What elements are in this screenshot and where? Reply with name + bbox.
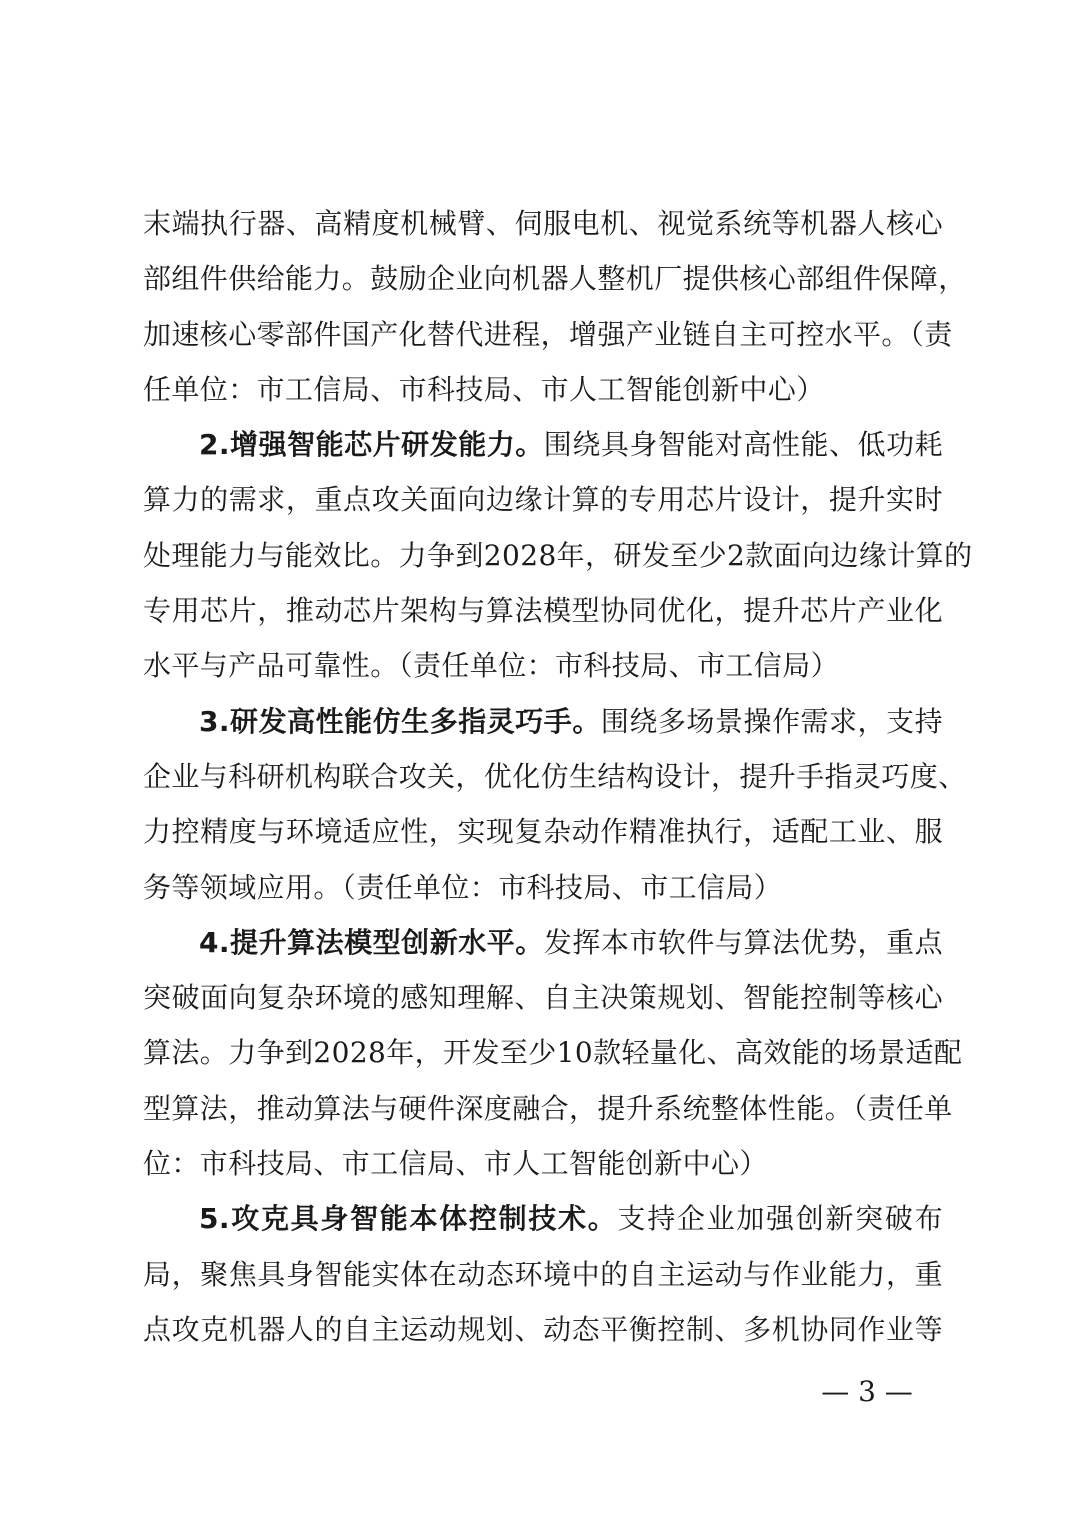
text-line: 算法。力争到2028年，开发至少10款轻量化、高效能的场景适配 <box>143 1036 963 1070</box>
text-line: 加速核心零部件国产化替代进程，增强产业链自主可控水平。（责 <box>143 317 953 351</box>
text-line: 突破面向复杂环境的感知理解、自主决策规划、智能控制等核心 <box>143 981 943 1015</box>
section-3-title: 3.研发高性能仿生多指灵巧手。 <box>199 704 601 738</box>
text-line: 水平与产品可靠性。（责任单位：市科技局、市工信局） <box>143 649 840 683</box>
page-number: — 3 — <box>821 1375 913 1408</box>
text-line: 力控精度与环境适应性，实现复杂动作精准执行，适配工业、服 <box>143 815 943 849</box>
section-2-text: 围绕具身智能对高性能、低功耗 <box>543 428 943 462</box>
text-line: 末端执行器、高精度机械臂、伺服电机、视觉系统等机器人核心 <box>143 207 943 240</box>
section-5-title: 5.攻克具身智能本体控制技术。 <box>199 1202 618 1236</box>
section-3-text: 围绕多场景操作需求，支持 <box>600 704 943 738</box>
text-line: 企业与科研机构联合攻关，优化仿生结构设计，提升手指灵巧度、 <box>143 759 967 793</box>
text-line: 务等领域应用。（责任单位：市科技局、市工信局） <box>143 870 783 904</box>
document-body <box>143 196 973 1357</box>
section-3-heading-line <box>143 694 943 749</box>
section-5-text: 支持企业加强创新突破布 <box>617 1202 943 1236</box>
section-2-title: 2.增强智能芯片研发能力。 <box>199 428 544 462</box>
text-line: 型算法，推动算法与硬件深度融合，提升系统整体性能。（责任单 <box>143 1091 953 1125</box>
text-line: 任单位：市工信局、市科技局、市人工智能创新中心） <box>143 372 825 406</box>
section-4-title: 4.提升算法模型创新水平。 <box>199 925 544 959</box>
text-line: 部组件供给能力。鼓励企业向机器人整机厂提供核心部组件保障， <box>143 262 967 296</box>
text-line: 专用芯片，推动芯片架构与算法模型协同优化，提升芯片产业化 <box>143 594 943 628</box>
text-line: 局，聚焦具身智能实体在动态环境中的自主运动与作业能力，重 <box>143 1257 943 1291</box>
text-line: 算力的需求，重点攻关面向边缘计算的专用芯片设计，提升实时 <box>143 483 943 517</box>
text-line: 位：市科技局、市工信局、市人工智能创新中心） <box>143 1147 768 1181</box>
section-5-heading-line <box>143 1191 943 1246</box>
section-4-text: 发挥本市软件与算法优势，重点 <box>543 925 943 959</box>
text-line: 点攻克机器人的自主运动规划、动态平衡控制、多机协同作业等 <box>143 1312 943 1346</box>
section-2-heading-line <box>143 417 943 472</box>
section-4-heading-line <box>143 915 943 970</box>
text-line: 处理能力与能效比。力争到2028年，研发至少2款面向边缘计算的 <box>143 538 973 572</box>
